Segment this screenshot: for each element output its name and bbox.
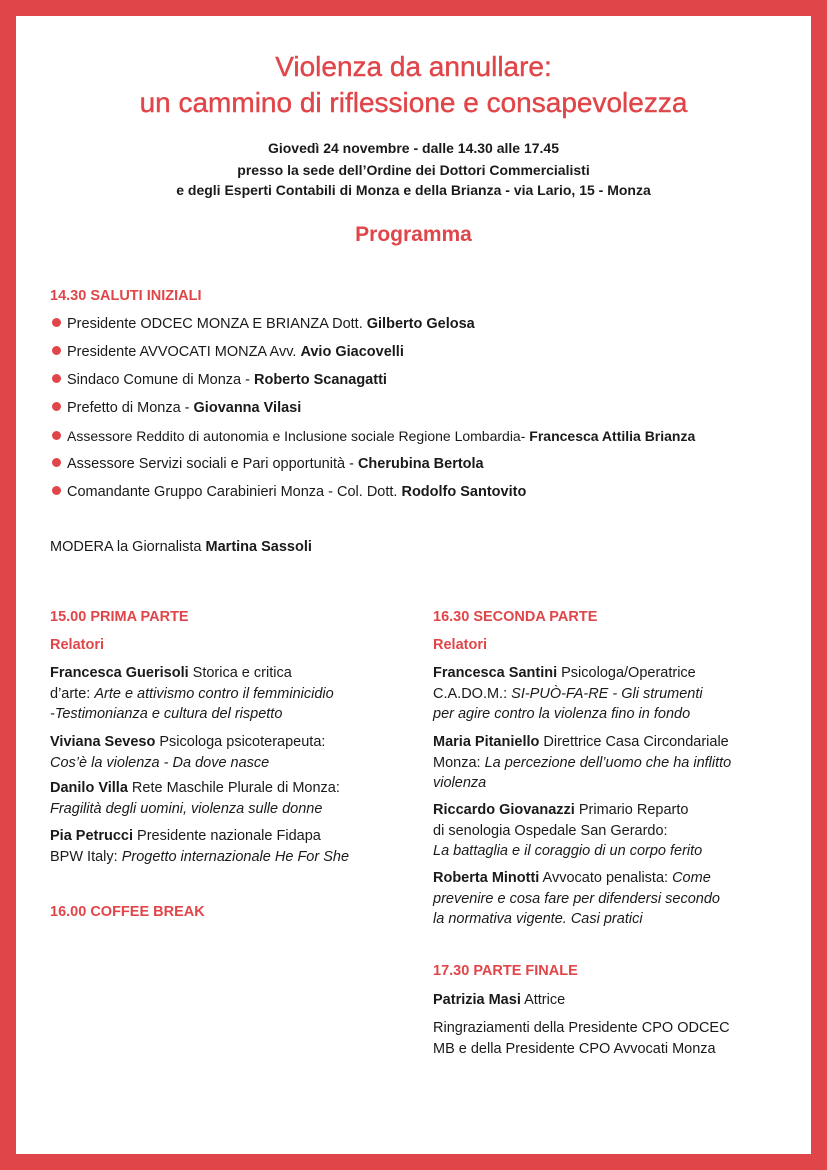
list-item: Assessore Reddito di autonomia e Inclusione sociale Regione Lombardia- Francesca Attilia Brianza [52, 427, 695, 445]
list-item: Presidente ODCEC MONZA E BRIANZA Dott. Gilberto Gelosa [52, 315, 475, 333]
programma-heading: Programma [355, 223, 472, 246]
speaker-entry: Francesca Santini Psicologa/Operatrice C.A.DO.M.: SI-PUÒ-FA-RE - Gli strumenti per agire contro la violenza fino in fondo [433, 665, 703, 722]
title-line-2: un cammino di riflessione e consapevolezza [139, 87, 688, 118]
speaker-entry: Viviana Seveso Psicologa psicoterapeuta: Cos’è la violenza - Da dove nasce [50, 734, 326, 771]
bullet-dot-icon [52, 458, 61, 467]
title-line-1: Violenza da annullare: [275, 51, 552, 82]
bullet-dot-icon [52, 486, 61, 495]
event-venue-line-2: e degli Esperti Contabili di Monza e della Brianza - via Lario, 15 - Monza [176, 182, 651, 198]
speaker-entry: Pia Petrucci Presidente nazionale Fidapa BPW Italy: Progetto internazionale He For She [50, 828, 350, 865]
seconda-parte-heading: 16.30 SECONDA PARTE [433, 609, 598, 625]
speaker-entry: Roberta Minotti Avvocato penalista: Come prevenire e cosa fare per difendersi secondo la normativa vigente. Casi pratici [433, 870, 720, 927]
event-venue-line-1: presso la sede dell’Ordine dei Dottori Commercialisti [237, 162, 590, 178]
list-item: Sindaco Comune di Monza - Roberto Scanagatti [52, 371, 387, 389]
parte-finale-heading: 17.30 PARTE FINALE [433, 963, 578, 979]
speaker-entry: Danilo Villa Rete Maschile Plurale di Monza: Fragilità degli uomini, violenza sulle donne [50, 780, 340, 817]
event-date: Giovedì 24 novembre - dalle 14.30 alle 17.45 [267, 140, 560, 156]
saluti-heading: 14.30 SALUTI INIZIALI [50, 288, 202, 304]
list-item: Comandante Gruppo Carabinieri Monza - Col. Dott. Rodolfo Santovito [52, 483, 526, 501]
moderator-line: MODERA la Giornalista Martina Sassoli [50, 539, 312, 555]
seconda-relatori-label: Relatori [433, 637, 487, 653]
final-speaker: Patrizia Masi Attrice [433, 992, 566, 1008]
list-item: Assessore Servizi sociali e Pari opportunità - Cherubina Bertola [52, 455, 484, 473]
list-item: Prefetto di Monza - Giovanna Vilasi [52, 399, 301, 417]
speaker-entry: Riccardo Giovanazzi Primario Reparto di senologia Ospedale San Gerardo: La battaglia e il coraggio di un corpo ferito [433, 802, 703, 859]
bullet-dot-icon [52, 318, 61, 327]
list-item: Presidente AVVOCATI MONZA Avv. Avio Giacovelli [52, 343, 404, 361]
bullet-dot-icon [52, 402, 61, 411]
thanks-text: Ringraziamenti della Presidente CPO ODCEC MB e della Presidente CPO Avvocati Monza [433, 1020, 730, 1057]
bullet-dot-icon [52, 346, 61, 355]
bullet-dot-icon [52, 374, 61, 383]
speaker-entry: Maria Pitaniello Direttrice Casa Circondariale Monza: La percezione dell’uomo che ha inflitto violenza [433, 734, 732, 791]
bullet-dot-icon [52, 431, 61, 440]
prima-relatori-label: Relatori [50, 637, 104, 653]
coffee-break-heading: 16.00 COFFEE BREAK [50, 904, 205, 920]
prima-parte-heading: 15.00 PRIMA PARTE [50, 609, 189, 625]
program-sheet [16, 16, 811, 1154]
speaker-entry: Francesca Guerisoli Storica e critica d’arte: Arte e attivismo contro il femminicidio -Testimonianza e cultura del rispetto [50, 665, 334, 722]
